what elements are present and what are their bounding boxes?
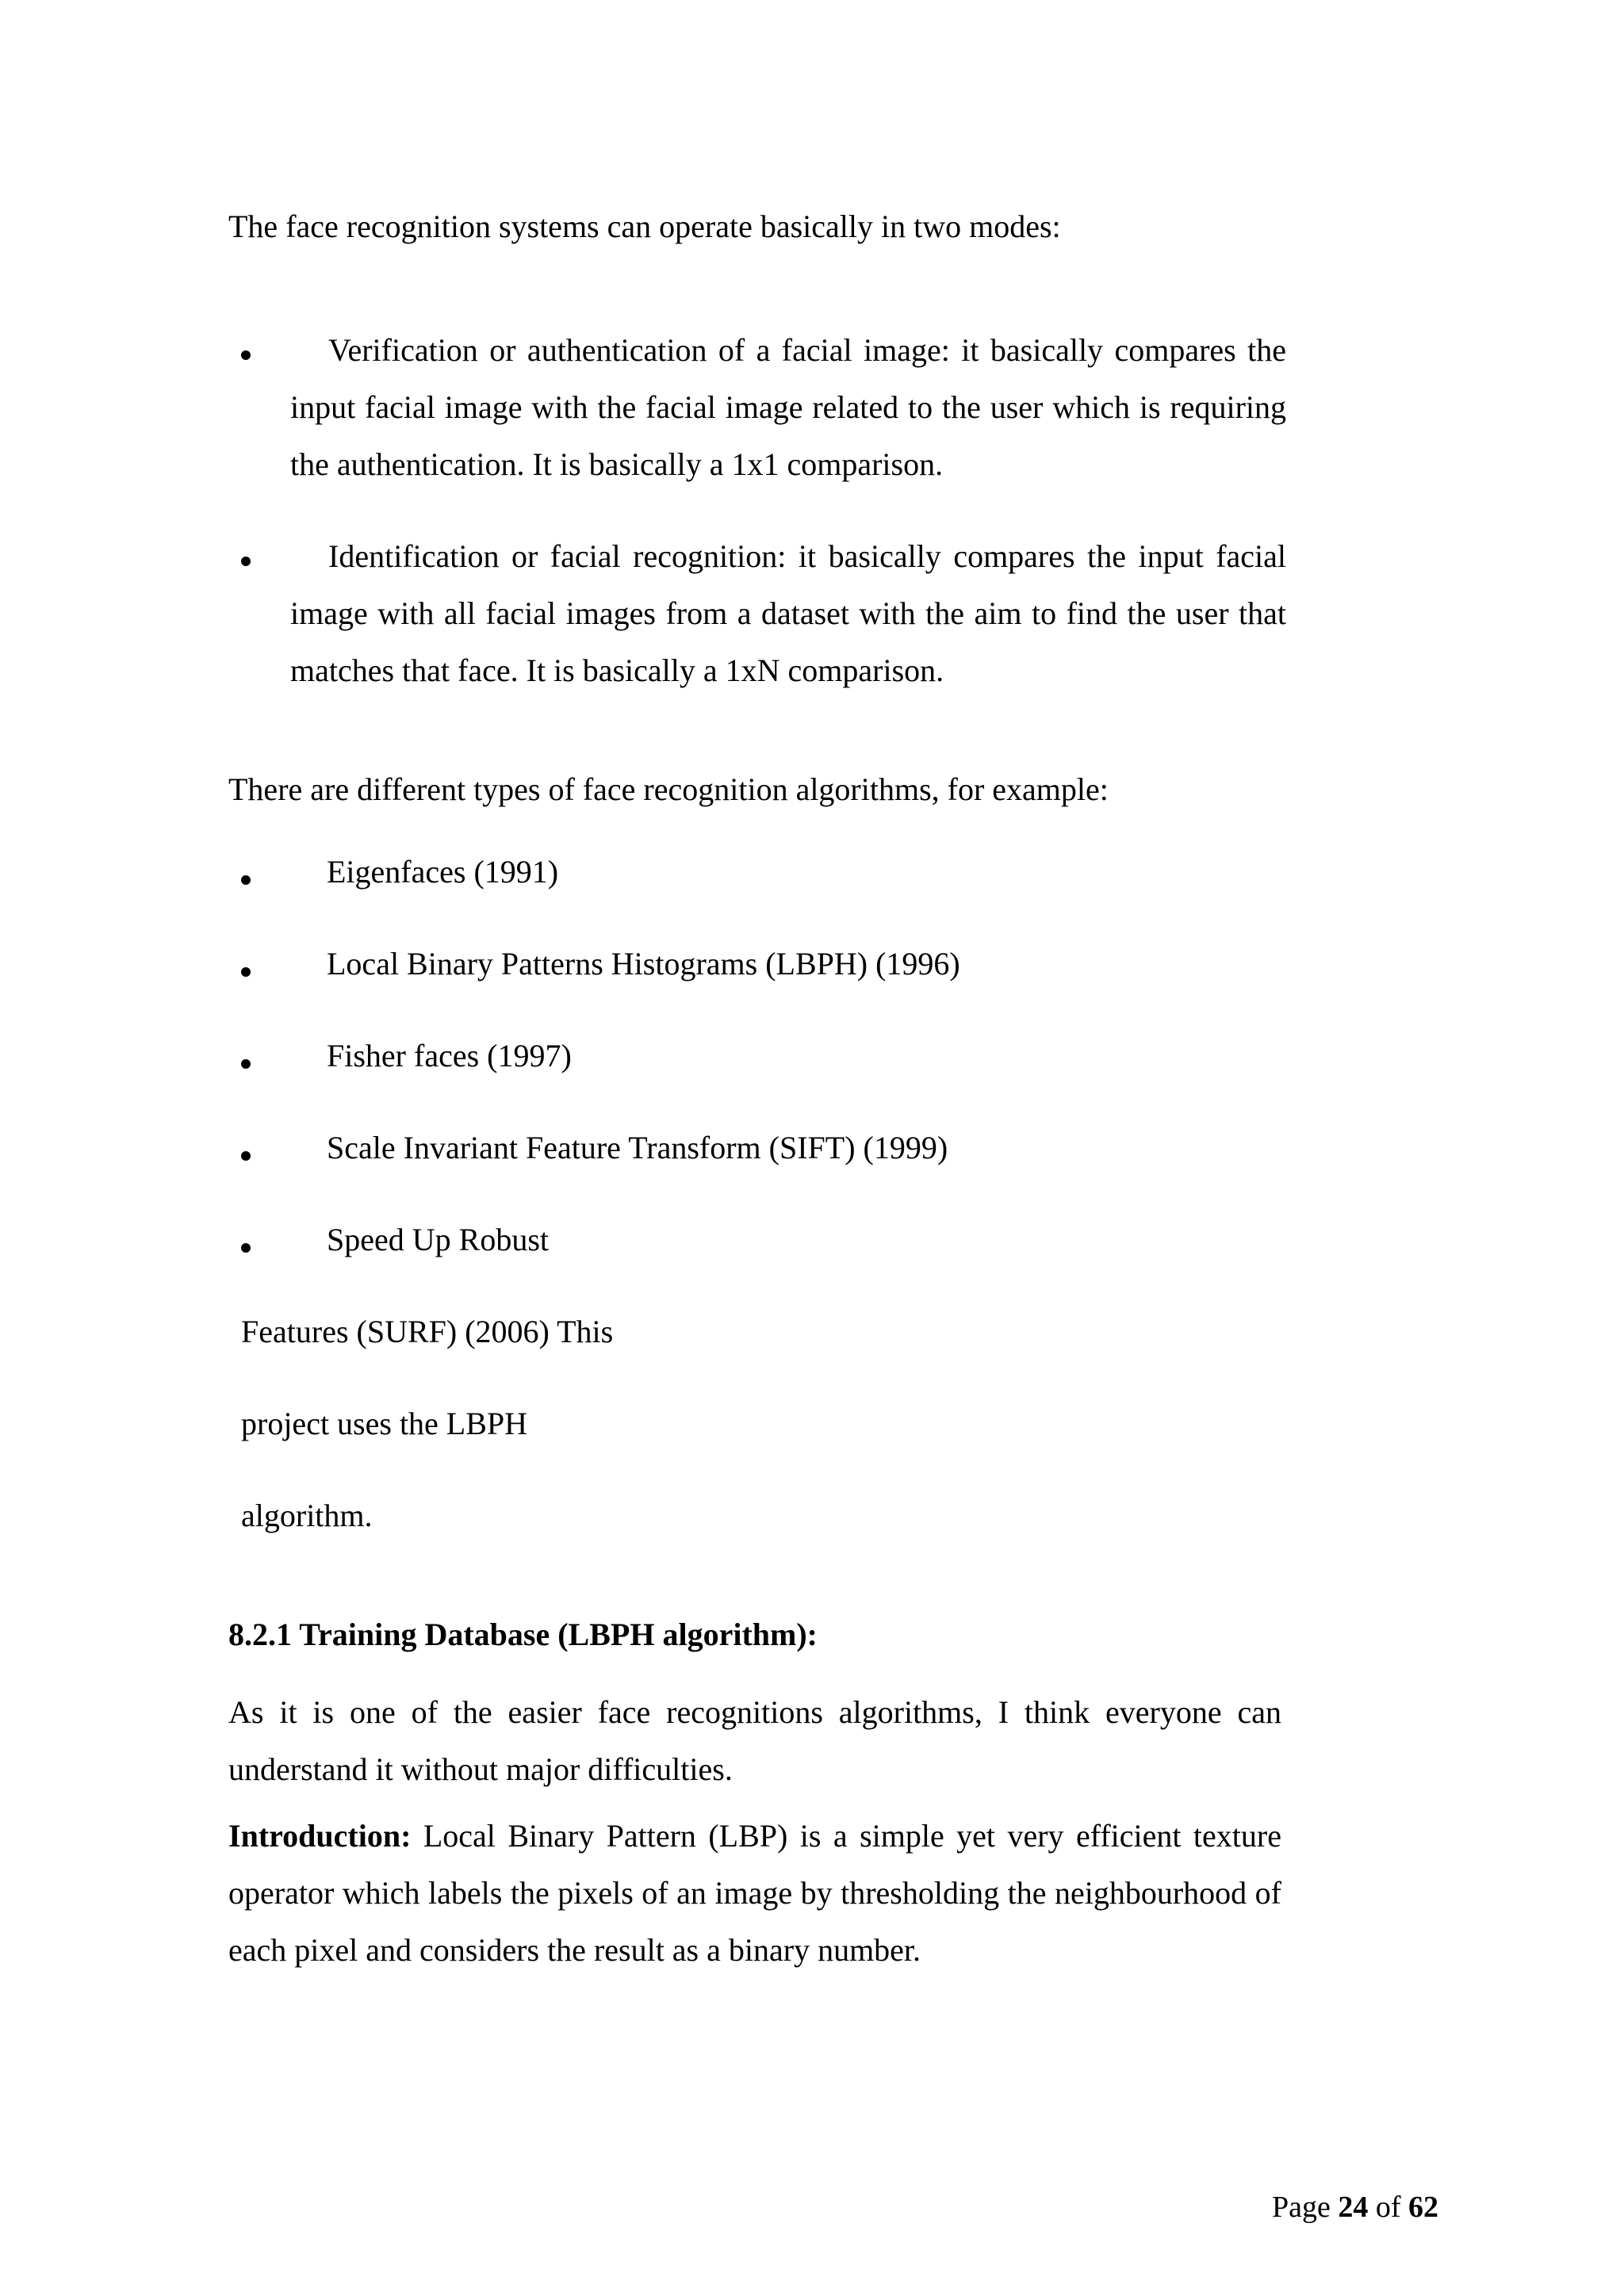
bullet-dot	[241, 1243, 251, 1253]
introduction-paragraph	[228, 1808, 1281, 1979]
mode-identification: Identification or facial recognition: it basically compares the input facial image with all facial images from a dataset with the aim to find the user that matches that face. It is basically a 1xN comparison.	[290, 538, 1286, 688]
algorithm-item: Speed Up Robust	[327, 1222, 549, 1257]
section-heading: 8.2.1 Training Database (LBPH algorithm):	[228, 1617, 818, 1652]
section-paragraph: As it is one of the easier face recognitions algorithms, I think everyone can understand it without major difficulties.	[228, 1694, 1281, 1787]
algorithm-item: Scale Invariant Feature Transform (SIFT) (1999)	[327, 1130, 948, 1165]
bullet-dot	[241, 1151, 251, 1161]
mode-verification: Verification or authentication of a facial image: it basically compares the input facial image with the facial image related to the user which is requiring the authentication. It is basically a 1x1 comparison.	[290, 332, 1286, 482]
algorithm-item: Local Binary Patterns Histograms (LBPH) (1996)	[327, 946, 960, 982]
algorithm-item: Eigenfaces (1991)	[327, 854, 559, 890]
introduction-label: Introduction:	[228, 1818, 412, 1854]
continuation-line: project uses the LBPH	[241, 1406, 528, 1441]
bullet-dot	[241, 350, 251, 360]
bullet-dot	[241, 557, 251, 566]
total-pages: 62	[1408, 2191, 1438, 2224]
algorithm-item: Fisher faces (1997)	[327, 1038, 572, 1073]
page-number	[1272, 2190, 1438, 2225]
continuation-line: Features (SURF) (2006) This	[241, 1314, 614, 1349]
page-middle: of	[1368, 2191, 1408, 2224]
continuation-line: algorithm.	[241, 1498, 373, 1533]
bullet-dot	[241, 875, 251, 885]
page-prefix: Page	[1271, 2191, 1339, 2224]
intro-text: The face recognition systems can operate basically in two modes:	[228, 209, 1061, 244]
current-page: 24	[1338, 2191, 1369, 2224]
introduction-text: Local Binary Pattern (LBP) is a simple yet very efficient texture operator which labels the pixels of an image by thresholding the neighbourhood of each pixel and considers the result as a binary number.	[228, 1818, 1281, 1968]
bullet-dot	[241, 967, 251, 977]
types-intro-text: There are different types of face recognition algorithms, for example:	[228, 771, 1109, 807]
bullet-dot	[241, 1059, 251, 1069]
